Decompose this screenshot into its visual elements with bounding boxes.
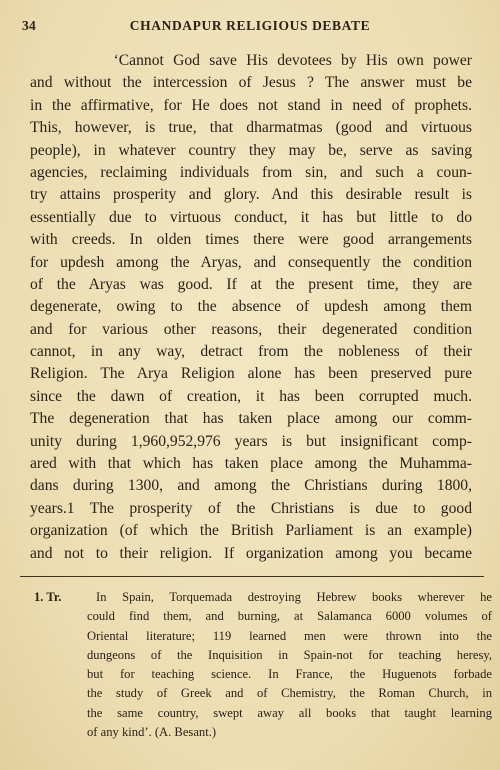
text-line: of the Aryas was good. If at the present time, they are	[30, 275, 472, 293]
page-number: 34	[22, 18, 37, 33]
footnote-line: Oriental literature; 119 learned men were thrown into the	[87, 628, 492, 643]
text-line: and without the intercession of Jesus ? The answer must be	[30, 74, 472, 92]
text-line: organization (of which the British Parliament is an example)	[30, 522, 472, 540]
footnote-line: the study of Greek and of Chemistry, the Roman Church, in	[87, 686, 492, 701]
text-line: and for various other reasons, their degenerated condition	[30, 320, 472, 338]
body-paragraph	[30, 50, 472, 565]
text-line: with creeds. In olden times there were good arrangements	[30, 231, 472, 249]
text-line: degenerate, owing to the absence of updesh among them	[30, 298, 472, 316]
footnote-line: of any kind’. (A. Besant.)	[87, 725, 217, 740]
footnote-line: the same country, swept away all books that taught learning	[87, 705, 492, 720]
running-title: CHANDAPUR RELIGIOUS DEBATE	[129, 18, 371, 33]
text-line: people), in whatever country they may be, serve as saving	[30, 141, 472, 159]
text-line: for updesh among the Aryas, and consequently the condition	[30, 253, 472, 271]
footnote-text	[87, 588, 492, 742]
text-line: dans during 1300, and among the Christians during 1800,	[30, 477, 472, 495]
text-line: in the affirmative, for He does not stand in need of prophets.	[30, 96, 472, 114]
page-header	[20, 18, 480, 40]
footnote-line: In Spain, Torquemada destroying Hebrew books wherever he	[96, 590, 492, 604]
text-line: cannot, in any way, detract from the nobleness of their	[30, 343, 472, 361]
text-line: try attains prosperity and glory. And this desirable result is	[30, 186, 472, 204]
text-line: ared with that which has taken place among the Muhamma-	[30, 455, 472, 473]
text-line: This, however, is true, that dharmatmas (good and virtuous	[30, 119, 472, 137]
text-line: Religion. The Arya Religion alone has been preserved pure	[30, 365, 472, 383]
text-line: unity during 1,960,952,976 years is but insignificant comp-	[30, 432, 472, 450]
text-line: ‘Cannot God save His devotees by His own power	[30, 52, 472, 69]
footnote-line: dungeons of the Inquisition in Spain-not for teaching heresy,	[87, 647, 492, 662]
text-line: and not to their religion. If organization among you became	[30, 544, 472, 562]
text-line: years.1 The prosperity of the Christians is due to good	[30, 499, 472, 517]
text-line: since the dawn of creation, it has been corrupted much.	[30, 387, 472, 405]
text-line: essentially due to virtuous conduct, it has but little to do	[30, 208, 472, 226]
footnote-divider	[20, 576, 484, 577]
footnote-line: but for teaching science. In France, the Huguenots forbade	[87, 667, 492, 682]
footnote-marker: 1. Tr.	[34, 590, 62, 604]
text-line: The degeneration that has taken place among our comm-	[30, 410, 472, 428]
text-line: agencies, reclaiming individuals from sin, and such a coun-	[30, 163, 472, 181]
footnote-line: could find them, and burning, at Salamanca 6000 volumes of	[87, 609, 492, 624]
